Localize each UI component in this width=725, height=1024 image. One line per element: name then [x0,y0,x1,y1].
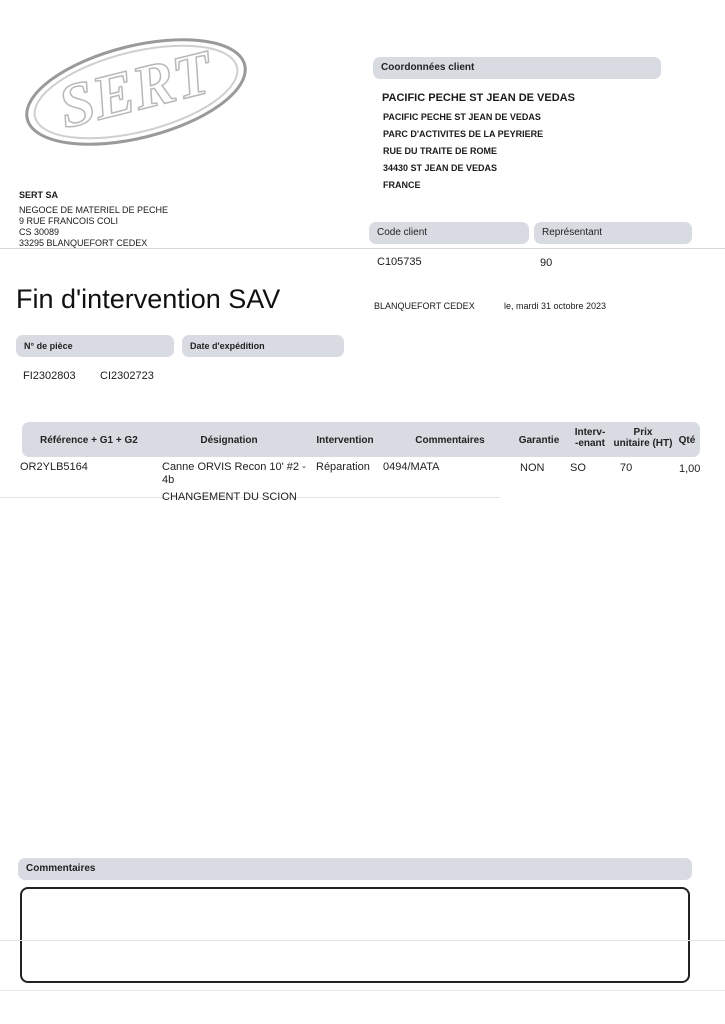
row-unit-price: 70 [620,462,633,474]
row-intervention: Réparation [316,461,370,473]
row-intervenant: SO [570,462,586,474]
client-details-label: Coordonnées client [373,57,661,79]
row-reference: OR2YLB5164 [20,461,88,473]
client-code-value: C105735 [377,256,422,268]
col-comments: Commentaires [415,435,485,446]
representative-value: 90 [540,257,553,269]
company-line: NEGOCE DE MATERIEL DE PECHE [19,205,169,215]
col-reference: Référence + G1 + G2 [40,435,138,446]
company-line: CS 30089 [19,227,60,237]
row-designation-cont: 4b [162,474,175,486]
client-title: PACIFIC PECHE ST JEAN DE VEDAS [382,92,575,104]
col-warranty: Garantie [518,435,560,446]
comments-box [20,887,690,983]
col-unit-price: Prix unitaire (HT) [613,427,673,449]
row-note: CHANGEMENT DU SCION [162,491,297,503]
row-designation: Canne ORVIS Recon 10' #2 - [162,461,306,473]
company-line: 33295 BLANQUEFORT CEDEX [19,238,148,248]
col-designation: Désignation [200,435,258,446]
company-name: SERT SA [19,190,59,200]
client-line: FRANCE [383,180,421,190]
svg-text:SERT: SERT [52,38,219,142]
client-line: RUE DU TRAITE DE ROME [383,146,498,156]
row-comments: 0494/MATA [383,461,440,473]
shipping-date-label: Date d'expédition [182,335,344,357]
sert-logo [18,30,258,160]
date: le, mardi 31 octobre 2023 [504,301,607,311]
client-code-label: Code client [369,222,529,244]
page-title: Fin d'intervention SAV [16,284,281,314]
piece-number-label: N° de pièce [16,335,174,357]
representative-label: Représentant [534,222,692,244]
piece-number-value-2: CI2302723 [100,370,154,382]
piece-number-value: FI2302803 [23,370,76,382]
comments-label: Commentaires [18,858,692,880]
row-warranty: NON [520,462,545,474]
client-line: 34430 ST JEAN DE VEDAS [383,163,498,173]
col-intervention: Intervention [316,435,374,446]
place: BLANQUEFORT CEDEX [374,301,475,311]
client-line: PARC D'ACTIVITES DE LA PEYRIERE [383,129,544,139]
col-qty: Qté [678,435,696,446]
company-line: 9 RUE FRANCOIS COLI [19,216,119,226]
client-line: PACIFIC PECHE ST JEAN DE VEDAS [383,112,541,122]
col-intervenant: Interv- -enant [574,427,606,449]
row-qty: 1,00 [679,463,701,475]
